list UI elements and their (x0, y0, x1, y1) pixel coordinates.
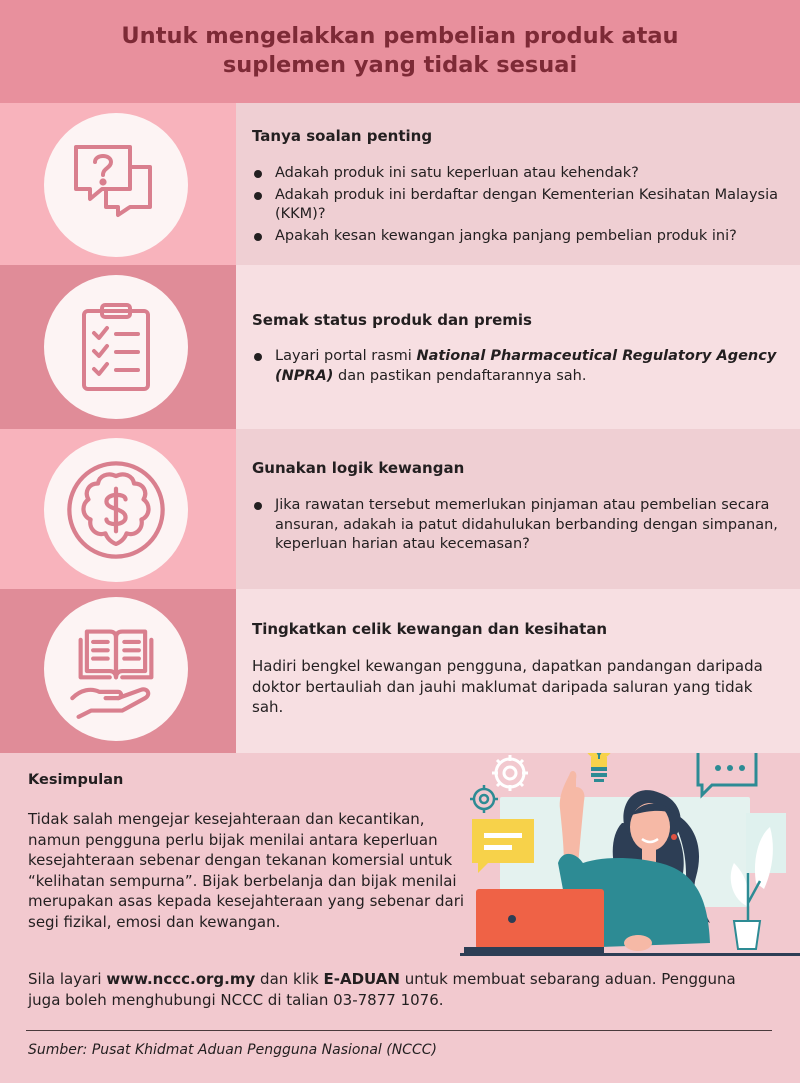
question-chat-icon (66, 135, 166, 235)
list-item (252, 347, 778, 386)
clipboard-checklist-icon (66, 297, 166, 397)
conclusion-body: Tidak salah mengejar kesejahteraan dan kecantikan, namun pengguna perlu bijak menilai antara keperluan kesejahteraan sebenar dengan tekanan komersial untuk “kelihatan sempurna”. Bijak berbelanja dan bijak menilai merupakan asas kepada kesejahteraan yang sebenar dari segi fizikal, emosi dan kewangan. (28, 810, 465, 931)
woman-laptop-illustration (460, 753, 800, 963)
title-line-2: suplemen yang tidak sesuai (222, 52, 578, 78)
brain-dollar-icon (63, 457, 169, 563)
section-content (236, 103, 800, 265)
source-credit: Sumber: Pusat Khidmat Aduan Pengguna Nasional (NCCC) (28, 1042, 437, 1058)
section-content (236, 589, 800, 753)
section-title: Gunakan logik kewangan (252, 459, 465, 477)
lightbulb-icon (585, 753, 613, 782)
hand-book-icon (64, 617, 168, 721)
section-icon-panel (0, 429, 236, 589)
list-item: Jika rawatan tersebut memerlukan pinjaman atau pembelian secara ansuran, adakah ia patut didahulukan berbanding dengan simpanan, keperluan harian atau kecemasan? (252, 496, 778, 555)
section-ask-questions (0, 103, 800, 265)
section-icon-panel (0, 589, 236, 753)
icon-circle (44, 438, 188, 582)
section-title: Tanya soalan penting (252, 127, 433, 145)
section-text: Hadiri bengkel kewangan pengguna, dapatkan pandangan daripada doktor bertauliah dan jauhi maklumat daripada saluran yang tidak sah. (252, 657, 763, 716)
list-item: Adakah produk ini berdaftar dengan Kementerian Kesihatan Malaysia (KKM)? (252, 186, 778, 225)
bullet-list (252, 164, 778, 248)
speech-bubble-icon (698, 753, 756, 795)
divider (26, 1030, 772, 1031)
icon-circle (44, 597, 188, 741)
e-aduan-link[interactable]: E-ADUAN (323, 970, 400, 988)
section-financial-logic (0, 429, 800, 589)
visit-mid: dan klik (255, 970, 324, 988)
list-item: Apakah kesan kewangan jangka panjang pembelian produk ini? (252, 227, 778, 247)
contact-info (28, 969, 768, 1010)
header-banner (0, 0, 800, 103)
section-icon-panel (0, 265, 236, 429)
section-literacy (0, 589, 800, 753)
page-title (0, 22, 800, 80)
section-content (236, 429, 800, 589)
section-icon-panel (0, 103, 236, 265)
bullet-text-suffix: dan pastikan pendaftarannya sah. (333, 367, 587, 384)
icon-circle (44, 275, 188, 419)
laptop-icon (464, 889, 604, 953)
section-title: Tingkatkan celik kewangan dan kesihatan (252, 620, 608, 638)
section-title: Semak status produk dan premis (252, 311, 532, 329)
icon-circle (44, 113, 188, 257)
nccc-website-link[interactable]: www.nccc.org.my (106, 970, 256, 988)
visit-suffix: untuk membuat sebarang aduan. Pengguna juga boleh menghubungi NCCC di talian 03-7877 1076. (28, 970, 736, 1009)
conclusion-section (0, 753, 800, 1083)
section-content (236, 265, 800, 429)
section-check-status (0, 265, 800, 429)
bullet-list (252, 347, 778, 388)
conclusion-title: Kesimpulan (28, 772, 124, 788)
title-line-1: Untuk mengelakkan pembelian produk atau (121, 23, 679, 49)
bullet-text-prefix: Layari portal rasmi (275, 348, 417, 364)
visit-prefix: Sila layari (28, 970, 107, 988)
bullet-list (252, 496, 778, 557)
npra-emphasis: National Pharmaceutical Regulatory Agency (NPRA) (275, 348, 777, 384)
gear-icon (492, 755, 528, 791)
list-item: Adakah produk ini satu keperluan atau kehendak? (252, 164, 778, 184)
gear-icon (470, 785, 498, 813)
